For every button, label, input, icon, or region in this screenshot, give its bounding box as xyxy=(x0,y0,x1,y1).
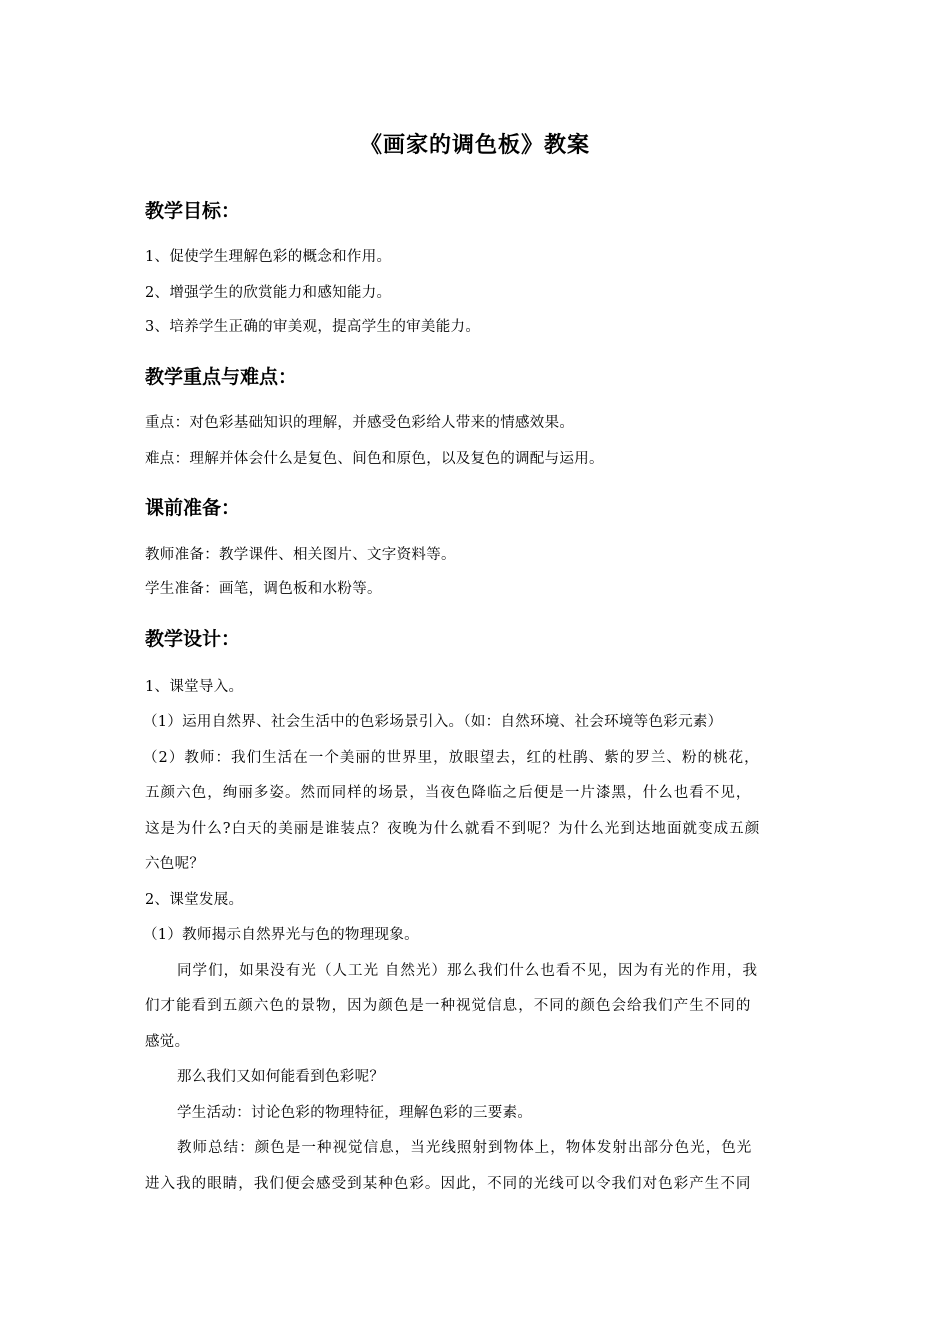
design-line: （1）运用自然界、社会生活中的色彩场景引入。（如：自然环境、社会环境等色彩元素） xyxy=(143,714,723,730)
document-title: 《画家的调色板》教案 xyxy=(359,132,590,158)
design-line: 同学们，如果没有光（人工光 自然光）那么我们什么也看不见，因为有光的作用，我 xyxy=(177,963,759,979)
objective-item: 2、增强学生的欣赏能力和感知能力。 xyxy=(145,285,392,301)
design-line: 感觉。 xyxy=(145,1034,190,1050)
key-point-item: 重点：对色彩基础知识的理解，并感受色彩给人带来的情感效果。 xyxy=(145,415,575,431)
design-line: 进入我的眼睛，我们便会感受到某种色彩。因此，不同的光线可以令我们对色彩产生不同 xyxy=(145,1176,752,1192)
preparation-item: 教师准备：教学课件、相关图片、文字资料等。 xyxy=(145,547,456,563)
design-line: 这是为什么?白天的美丽是谁装点？夜晚为什么就看不到呢？为什么光到达地面就变成五颜 xyxy=(145,821,761,837)
design-line: 教师总结：颜色是一种视觉信息，当光线照射到物体上，物体发射出部分色光，色光 xyxy=(177,1140,753,1156)
section-heading-objectives: 教学目标： xyxy=(145,200,241,222)
objective-item: 3、培养学生正确的审美观，提高学生的审美能力。 xyxy=(145,319,481,335)
design-line: （2）教师：我们生活在一个美丽的世界里，放眼望去，红的杜鹃、紫的罗兰、粉的桃花， xyxy=(143,750,760,766)
design-line: 那么我们又如何能看到色彩呢？ xyxy=(177,1069,385,1085)
design-line: 2、课堂发展。 xyxy=(145,892,244,908)
design-line: 六色呢？ xyxy=(145,856,205,872)
preparation-item: 学生准备：画笔，调色板和水粉等。 xyxy=(145,581,382,597)
key-point-item: 难点：理解并体会什么是复色、间色和原色，以及复色的调配与运用。 xyxy=(145,451,604,467)
design-line: （1）教师揭示自然界光与色的物理现象。 xyxy=(143,927,419,943)
design-line: 们才能看到五颜六色的景物，因为颜色是一种视觉信息，不同的颜色会给我们产生不同的 xyxy=(145,998,752,1014)
section-heading-preparation: 课前准备： xyxy=(145,497,241,519)
section-heading-design: 教学设计： xyxy=(145,628,241,650)
objective-item: 1、促使学生理解色彩的概念和作用。 xyxy=(145,249,392,265)
section-heading-key-points: 教学重点与难点： xyxy=(145,366,298,388)
design-line: 1、课堂导入。 xyxy=(145,679,244,695)
design-line: 五颜六色，绚丽多姿。然而同样的场景，当夜色降临之后便是一片漆黑，什么也看不见， xyxy=(145,785,752,801)
design-line: 学生活动：讨论色彩的物理特征，理解色彩的三要素。 xyxy=(177,1105,533,1121)
